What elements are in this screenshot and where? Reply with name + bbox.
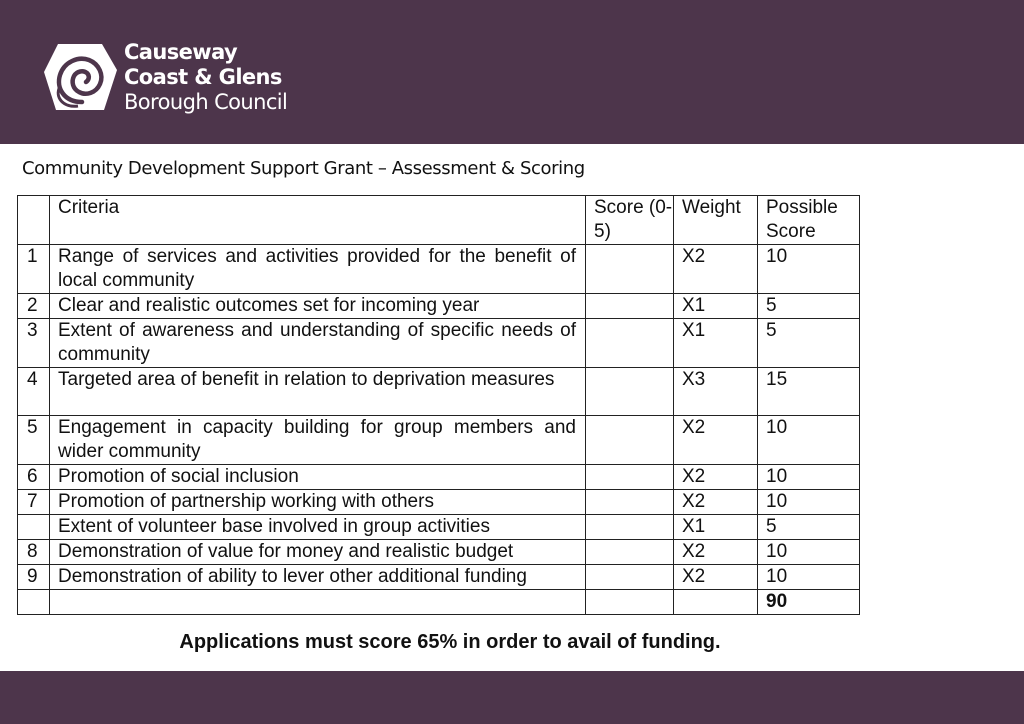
total-criteria: [50, 590, 586, 615]
row-number: 1: [18, 245, 50, 294]
row-number: 6: [18, 465, 50, 490]
row-criteria: Clear and realistic outcomes set for incoming year: [50, 294, 586, 319]
row-criteria: Targeted area of benefit in relation to deprivation measures: [50, 368, 586, 416]
row-weight: X1: [674, 515, 758, 540]
row-weight: X1: [674, 294, 758, 319]
row-number: 3: [18, 319, 50, 368]
header-number: [18, 196, 50, 245]
total-score: [586, 590, 674, 615]
row-number: 5: [18, 416, 50, 465]
row-number: 4: [18, 368, 50, 416]
row-score: [586, 294, 674, 319]
table-row: [18, 565, 860, 590]
row-possible-score: 5: [758, 319, 860, 368]
row-weight: X2: [674, 565, 758, 590]
total-possible-score: 90: [758, 590, 860, 615]
row-possible-score: 10: [758, 565, 860, 590]
total-weight: [674, 590, 758, 615]
header-weight: Weight: [674, 196, 758, 245]
row-weight: X2: [674, 465, 758, 490]
table-row: [18, 465, 860, 490]
row-possible-score: 10: [758, 540, 860, 565]
row-criteria: Demonstration of value for money and realistic budget: [50, 540, 586, 565]
table-row: [18, 515, 860, 540]
row-number: 2: [18, 294, 50, 319]
row-number: 9: [18, 565, 50, 590]
row-number: 8: [18, 540, 50, 565]
row-possible-score: 10: [758, 465, 860, 490]
spiral-shield-icon: [42, 42, 118, 112]
document-title: Community Development Support Grant – Assessment & Scoring: [22, 158, 585, 179]
row-number: [18, 515, 50, 540]
row-weight: X2: [674, 245, 758, 294]
table-row: [18, 245, 860, 294]
row-weight: X3: [674, 368, 758, 416]
row-criteria: Extent of volunteer base involved in group activities: [50, 515, 586, 540]
logo-wordmark: [124, 40, 287, 115]
table-row: [18, 368, 860, 416]
footer-band: [0, 671, 1024, 724]
council-logo: [42, 38, 292, 118]
row-score: [586, 319, 674, 368]
header-criteria: Criteria: [50, 196, 586, 245]
row-possible-score: 10: [758, 245, 860, 294]
row-weight: X2: [674, 490, 758, 515]
row-criteria: Demonstration of ability to lever other additional funding: [50, 565, 586, 590]
row-weight: X2: [674, 416, 758, 465]
header-score: Score (0-5): [586, 196, 674, 245]
row-weight: X1: [674, 319, 758, 368]
row-criteria: Range of services and activities provided for the benefit of local community: [50, 245, 586, 294]
header-possible-score: Possible Score: [758, 196, 860, 245]
row-score: [586, 490, 674, 515]
table-row: [18, 416, 860, 465]
row-criteria: Extent of awareness and understanding of specific needs of community: [50, 319, 586, 368]
row-criteria: Promotion of social inclusion: [50, 465, 586, 490]
row-score: [586, 368, 674, 416]
row-possible-score: 10: [758, 490, 860, 515]
row-score: [586, 515, 674, 540]
row-possible-score: 10: [758, 416, 860, 465]
logo-line-2: Coast & Glens: [124, 65, 282, 89]
row-criteria: Promotion of partnership working with others: [50, 490, 586, 515]
row-possible-score: 5: [758, 294, 860, 319]
table-row: [18, 490, 860, 515]
row-possible-score: 15: [758, 368, 860, 416]
row-score: [586, 540, 674, 565]
table-header-row: [18, 196, 860, 245]
row-score: [586, 245, 674, 294]
total-number: [18, 590, 50, 615]
table-row: [18, 540, 860, 565]
row-score: [586, 465, 674, 490]
row-score: [586, 416, 674, 465]
row-criteria: Engagement in capacity building for group members and wider community: [50, 416, 586, 465]
row-number: 7: [18, 490, 50, 515]
table-total-row: [18, 590, 860, 615]
table-row: [18, 319, 860, 368]
table-row: [18, 294, 860, 319]
row-possible-score: 5: [758, 515, 860, 540]
funding-requirement-note: Applications must score 65% in order to avail of funding.: [179, 631, 721, 653]
logo-line-3: Borough Council: [124, 90, 288, 114]
scoring-table: [17, 195, 860, 615]
logo-line-1: Causeway: [124, 40, 238, 64]
row-score: [586, 565, 674, 590]
header-band: [0, 0, 1024, 144]
row-weight: X2: [674, 540, 758, 565]
